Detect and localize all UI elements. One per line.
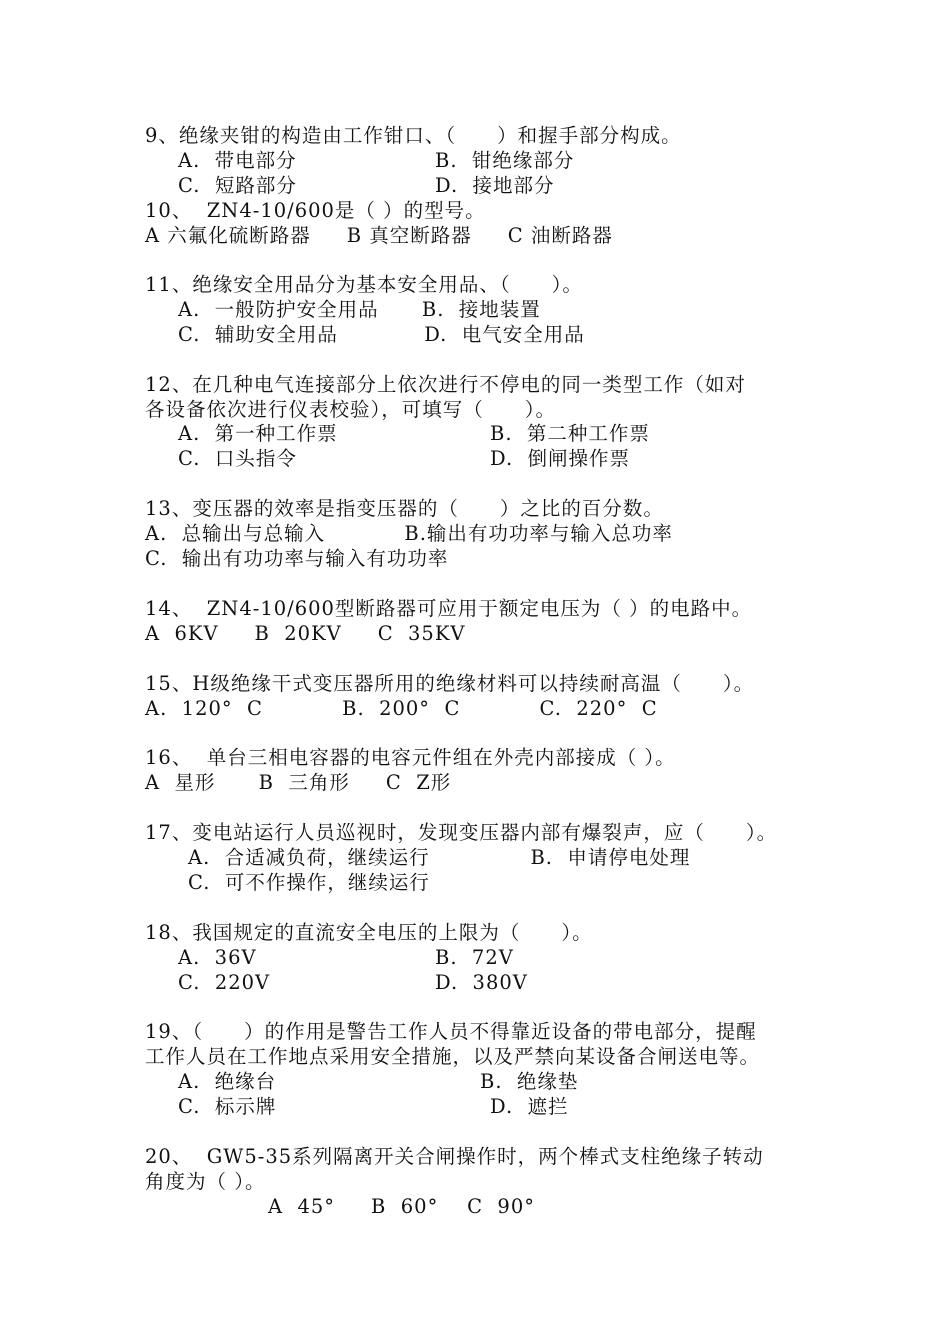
question-12-option-a: A. 第一种工作票 (178, 422, 338, 445)
question-9-option-a: A. 带电部分 (178, 149, 297, 172)
question-19-option-b: B. 绝缘垫 (480, 1070, 579, 1093)
question-18-stem: 18、我国规定的直流安全电压的上限为（ ）。 (145, 921, 593, 944)
question-9-stem: 9、绝缘夹钳的构造由工作钳口、（ ）和握手部分构成。 (145, 124, 682, 147)
question-15-options: A. 120° C B. 200° C C. 220° C (145, 697, 658, 720)
question-18-option-c: C. 220V (178, 971, 271, 994)
question-19-option-c: C. 标示牌 (178, 1095, 277, 1118)
question-12-option-c: C. 口头指令 (178, 447, 297, 470)
question-13-stem: 13、变压器的效率是指变压器的（ ）之比的百分数。 (145, 497, 664, 520)
question-15-stem: 15、H级绝缘干式变压器所用的绝缘材料可以持续耐高温（ ）。 (145, 672, 755, 695)
question-19-option-d: D. 遮拦 (490, 1095, 569, 1118)
question-11-options-ab: A. 一般防护安全用品 B. 接地装置 (178, 298, 541, 321)
question-9-option-c: C. 短路部分 (178, 174, 297, 197)
question-12-stem-line2: 各设备依次进行仪表校验），可填写（ ）。 (145, 398, 557, 421)
question-11-options-cd: C. 辅助安全用品 D. 电气安全用品 (178, 323, 585, 346)
question-10-stem: 10、 ZN4-10/600是（ ）的型号。 (145, 199, 486, 222)
question-17-option-c: C. 可不作操作，继续运行 (188, 871, 430, 894)
question-9-option-d: D. 接地部分 (435, 174, 555, 197)
question-17-stem: 17、变电站运行人员巡视时，发现变压器内部有爆裂声，应（ ）。 (145, 821, 778, 844)
question-10-options: A 六氟化硫断路器 B 真空断路器 C 油断路器 (145, 224, 613, 247)
question-12-option-d: D. 倒闸操作票 (490, 447, 631, 470)
question-18-option-d: D. 380V (435, 971, 528, 994)
question-13-options-ab: A. 总输出与总输入 B.输出有功功率与输入总功率 (145, 522, 673, 545)
question-13-option-c: C. 输出有功功率与输入有功功率 (145, 547, 449, 570)
question-20-stem-line2: 角度为（ ）。 (145, 1170, 266, 1193)
question-19-option-a: A. 绝缘台 (178, 1070, 277, 1093)
question-19-stem-line1: 19、（ ）的作用是警告工作人员不得靠近设备的带电部分，提醒 (145, 1020, 757, 1043)
question-12-stem-line1: 12、在几种电气连接部分上依次进行不停电的同一类型工作（如对 (145, 373, 746, 396)
question-11-stem: 11、绝缘安全用品分为基本安全用品、（ ）。 (145, 273, 583, 296)
question-12-option-b: B. 第二种工作票 (490, 422, 650, 445)
question-17-options-ab: A. 合适减负荷，继续运行 B. 申请停电处理 (188, 846, 691, 869)
question-18-option-b: B. 72V (435, 946, 514, 969)
question-9-option-b: B. 钳绝缘部分 (435, 149, 575, 172)
question-16-options: A 星形 B 三角形 C Z形 (145, 771, 452, 794)
question-18-option-a: A. 36V (178, 946, 257, 969)
question-14-options: A 6KV B 20KV C 35KV (145, 622, 466, 645)
question-16-stem: 16、 单台三相电容器的电容元件组在外壳内部接成（ ）。 (145, 746, 676, 769)
question-20-stem-line1: 20、 GW5-35系列隔离开关合闸操作时，两个棒式支柱绝缘子转动 (145, 1145, 764, 1168)
question-14-stem: 14、 ZN4-10/600型断路器可应用于额定电压为（ ）的电路中。 (145, 597, 753, 620)
question-19-stem-line2: 工作人员在工作地点采用安全措施，以及严禁向某设备合闸送电等。 (145, 1045, 761, 1068)
question-20-options: A 45° B 60° C 90° (268, 1195, 535, 1218)
